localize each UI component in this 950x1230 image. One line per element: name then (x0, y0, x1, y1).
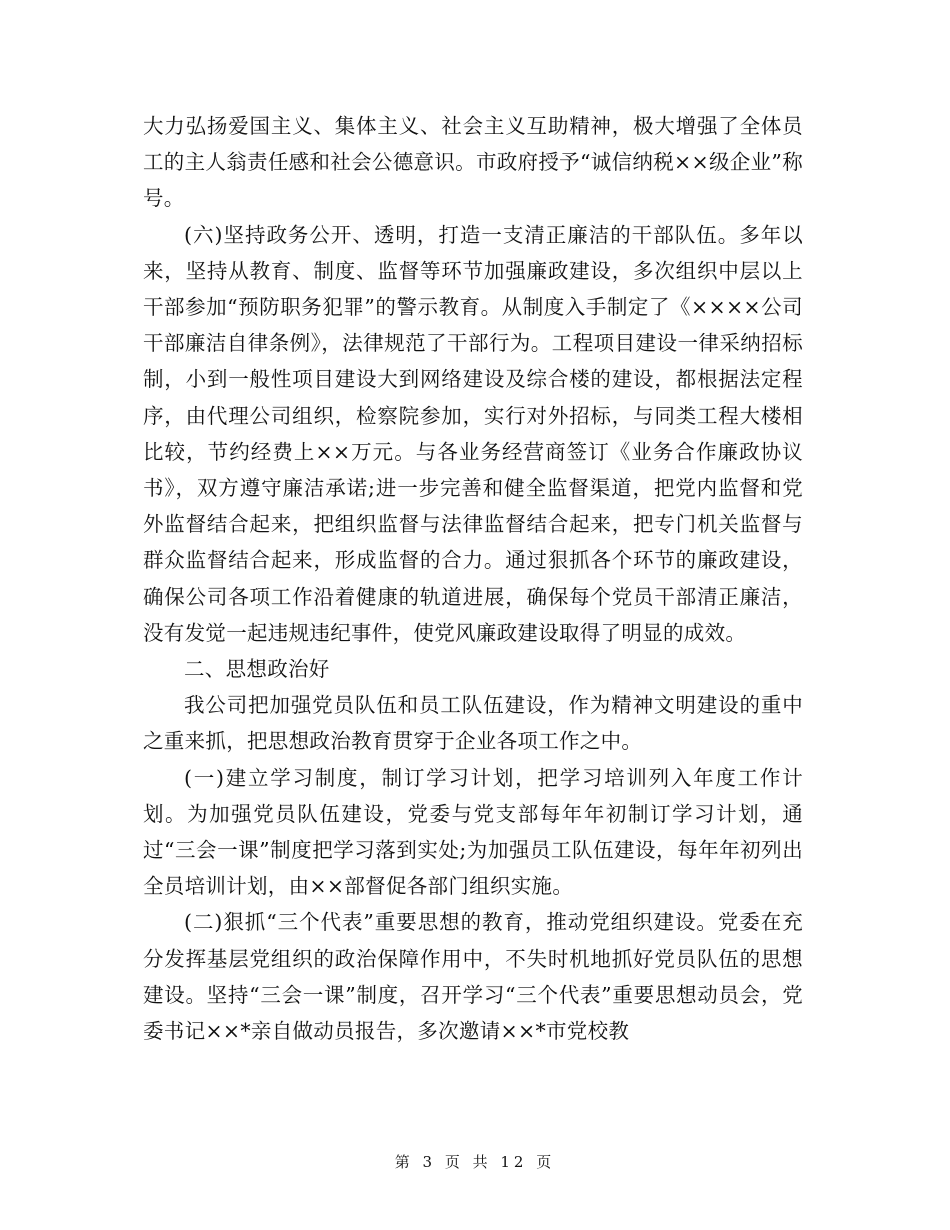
paragraph-item-one: (一)建立学习制度，制订学习计划，把学习培训列入年度工作计划。为加强党员队伍建设，党委与党支部每年年初制订学习计划，通过“三会一课”制度把学习落到实处;为加强员工队伍建设，每年年初列出全员培训计划，由××部督促各部门组织实施。 (143, 765, 803, 899)
heading-section-two: 二、思想政治好 (184, 657, 330, 682)
paragraph-section-six: (六)坚持政务公开、透明，打造一支清正廉洁的干部队伍。多年以来，坚持从教育、制度、监督等环节加强廉政建设，多次组织中层以上干部参加“预防职务犯罪”的警示教育。从制度入手制定了《××××公司干部廉洁自律条例》，法律规范了干部行为。工程项目建设一律采纳招标制，小到一般性项目建设大到网络建设及综合楼的建设，都根据法定程序，由代理公司组织，检察院参加，实行对外招标，与同类工程大楼相比较，节约经费上××万元。与各业务经营商签订《业务合作廉政协议书》，双方遵守廉洁承诺;进一步完善和健全监督渠道，把党内监督和党外监督结合起来，把组织监督与法律监督结合起来，把专门机关监督与群众监督结合起来，形成监督的合力。通过狠抓各个环节的廉政建设，确保公司各项工作沿着健康的轨道进展，确保每个党员干部清正廉洁，没有发觉一起违规违纪事件，使党风廉政建设取得了明显的成效。 (143, 222, 803, 645)
page-footer: 第 3 页 共 12 页 (394, 1153, 556, 1171)
paragraph-continuation: 大力弘扬爱国主义、集体主义、社会主义互助精神，极大增强了全体员工的主人翁责任感和社会公德意识。市政府授予“诚信纳税××级企业”称号。 (143, 114, 803, 211)
paragraph-item-two: (二)狠抓“三个代表”重要思想的教育，推动党组织建设。党委在充分发挥基层党组织的政治保障作用中，不失时机地抓好党员队伍的思想建设。坚持“三会一课”制度，召开学习“三个代表”重要思想动员会，党委书记××*亲自做动员报告，多次邀请××*市党校教 (143, 910, 803, 1044)
paragraph-intro: 我公司把加强党员队伍和员工队伍建设，作为精神文明建设的重中之重来抓，把思想政治教育贯穿于企业各项工作之中。 (143, 693, 803, 754)
document-body (143, 108, 803, 1049)
